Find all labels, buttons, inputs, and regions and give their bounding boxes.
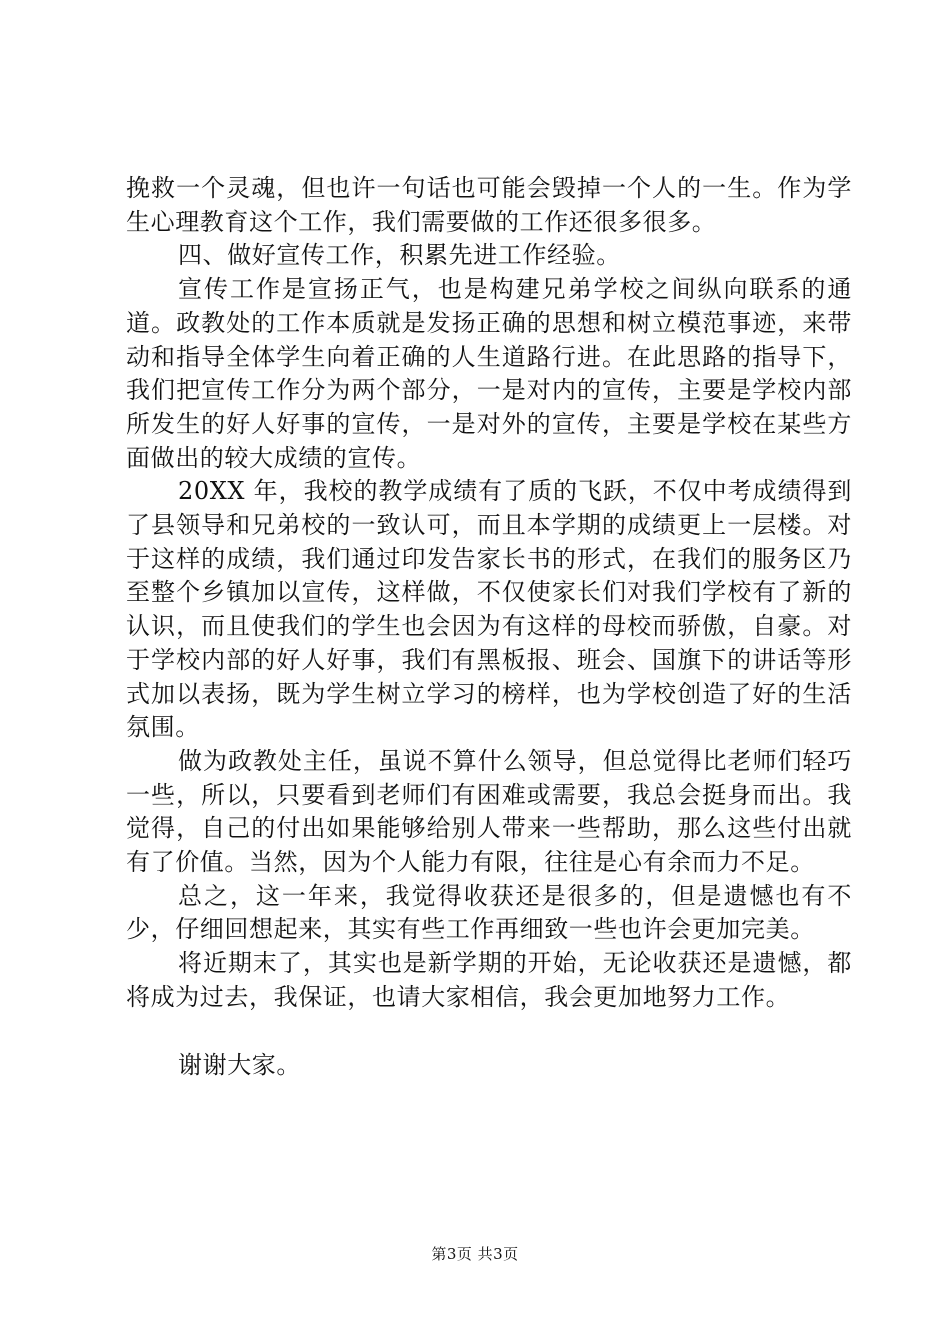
paragraph: 做为政教处主任，虽说不算什么领导，但总觉得比老师们轻巧一些，所以，只要看到老师们有困难或需要，我总会挺身而出。我觉得，自己的付出如果能够给别人带来一些帮助，那么这些付出就有了价值。当然，因为个人能力有限，往往是心有余而力不足。 [126, 746, 852, 877]
paragraph: 宣传工作是宣扬正气，也是构建兄弟学校之间纵向联系的通道。政教处的工作本质就是发扬正确的思想和树立模范事迹，来带动和指导全体学生向着正确的人生道路行进。在此思路的指导下，我们把宣传工作分为两个部分，一是对内的宣传，主要是学校内部所发生的好人好事的宣传，一是对外的宣传，主要是学校在某些方面做出的较大成绩的宣传。 [126, 275, 852, 472]
page-footer [0, 1243, 950, 1264]
paragraph: 将近期末了，其实也是新学期的开始，无论收获还是遗憾，都将成为过去，我保证，也请大家相信，我会更加地努力工作。 [126, 949, 852, 1011]
page-number-label: 第3页 共3页 [431, 1245, 519, 1263]
paragraph: 20XX 年，我校的教学成绩有了质的飞跃，不仅中考成绩得到了县领导和兄弟校的一致认可，而且本学期的成绩更上一层楼。对于这样的成绩，我们通过印发告家长书的形式，在我们的服务区乃至整个乡镇加以宣传，这样做，不仅使家长们对我们学校有了新的认识，而且使我们的学生也会因为有这样的母校而骄傲，自豪。对于学校内部的好人好事，我们有黑板报、班会、国旗下的讲话等形式加以表扬，既为学生树立学习的榜样，也为学校创造了好的生活氛围。 [126, 477, 852, 742]
paragraph: 总之，这一年来，我觉得收获还是很多的，但是遗憾也有不少，仔细回想起来，其实有些工作再细致一些也许会更加完美。 [126, 881, 852, 944]
section-heading: 四、做好宣传工作，积累先进工作经验。 [178, 241, 621, 270]
paragraph-continuation: 挽救一个灵魂，但也许一句话也可能会毁掉一个人的一生。作为学生心理教育这个工作，我们需要做的工作还很多很多。 [126, 174, 852, 236]
document-body [126, 172, 852, 1082]
closing-line: 谢谢大家。 [178, 1050, 301, 1079]
